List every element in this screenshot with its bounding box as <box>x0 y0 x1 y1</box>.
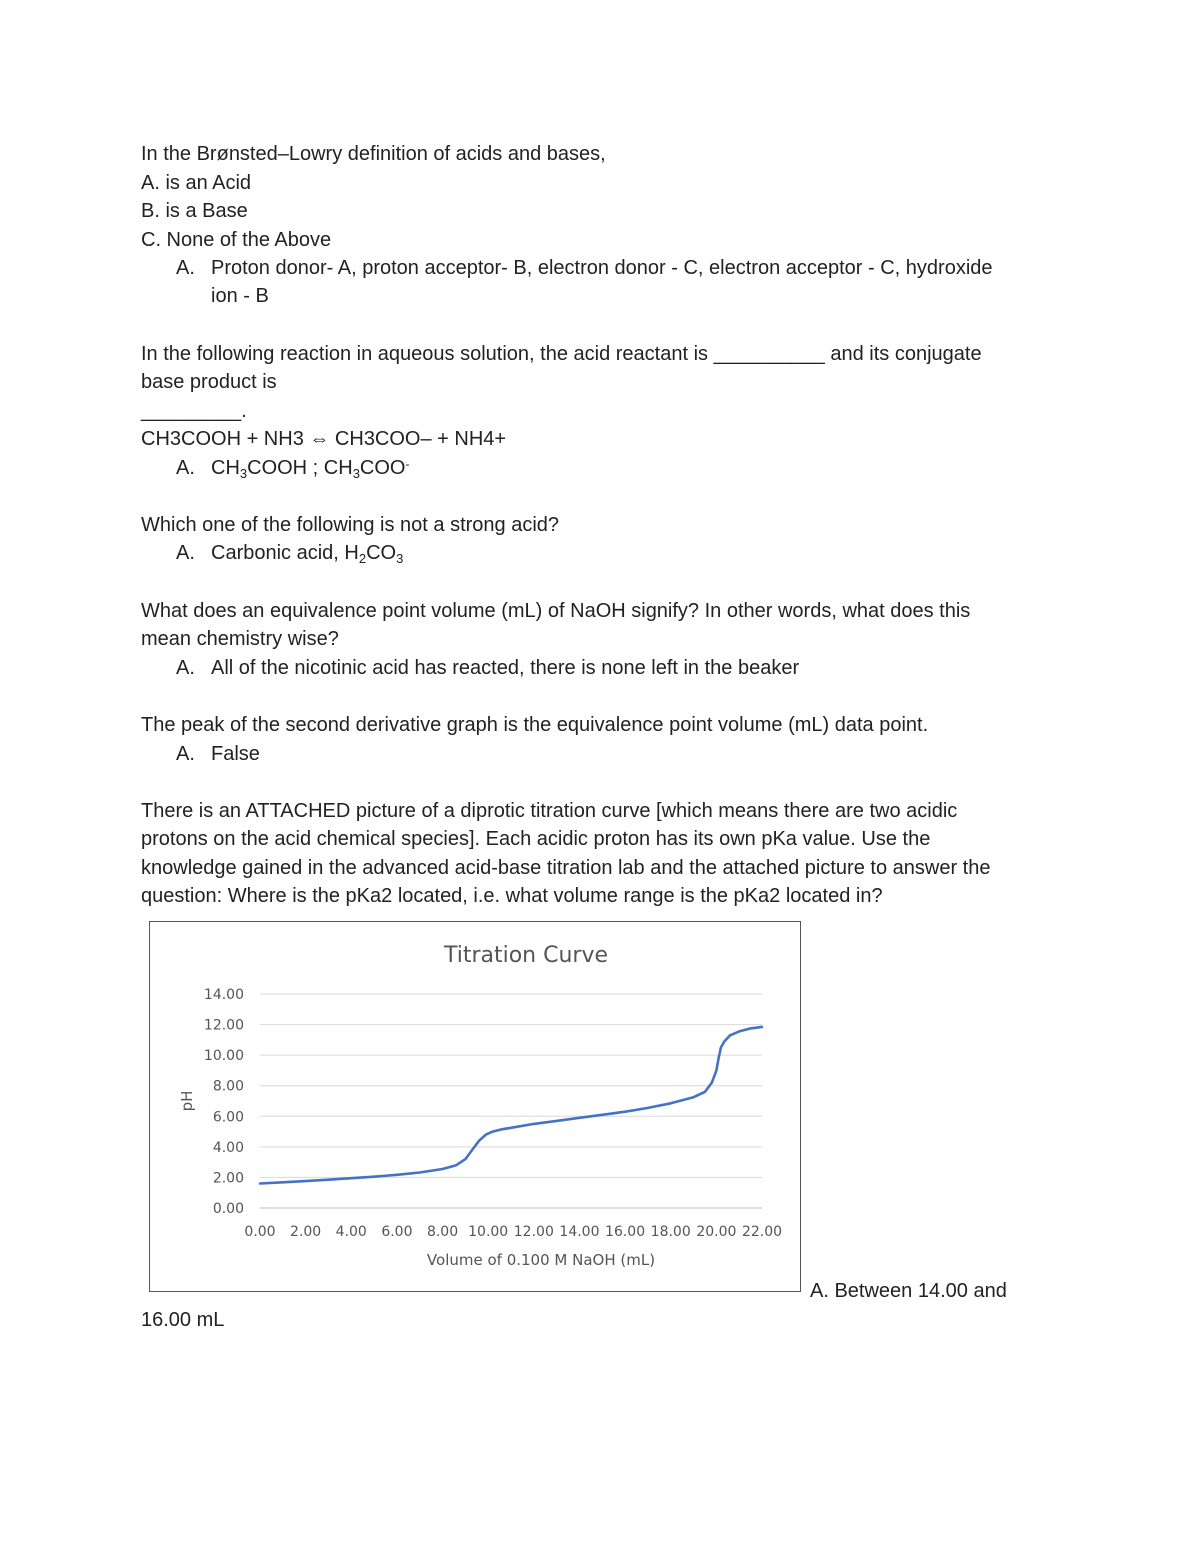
x-axis-label: Volume of 0.100 M NaOH (mL) <box>426 1251 656 1269</box>
answer-2-superscript: - <box>405 457 410 471</box>
answer-6-part-2: 16.00 mL <box>141 1309 225 1331</box>
x-tick-label: 0.00 <box>244 1224 276 1240</box>
y-tick-label: 4.00 <box>212 1139 244 1156</box>
question-2-line-3: _________. <box>141 400 247 422</box>
x-tick-label: 10.00 <box>468 1224 509 1240</box>
y-tick-label: 2.00 <box>212 1170 244 1187</box>
question-4-line-2: mean chemistry wise? <box>141 628 339 650</box>
answer-4-letter: A. <box>176 657 195 679</box>
x-tick-label: 12.00 <box>513 1224 554 1240</box>
question-2-line-1: In the following reaction in aqueous solution, the acid reactant is __________ and its conjugate <box>141 343 982 365</box>
answer-3-subscript: 3 <box>396 551 404 566</box>
y-axis-label: pH <box>178 1090 196 1112</box>
answer-2-part: COOH ; CH <box>247 457 353 479</box>
option-a: A. is an Acid <box>141 172 252 194</box>
question-6-line-2: protons on the acid chemical species]. Each acidic proton has its own pKa value. Use the <box>141 828 931 850</box>
question-4-line-1: What does an equivalence point volume (mL) of NaOH signify? In other words, what does this <box>141 600 971 622</box>
y-tick-label: 10.00 <box>203 1048 244 1065</box>
y-tick-label: 8.00 <box>212 1078 244 1095</box>
question-3-text: Which one of the following is not a strong acid? <box>141 514 560 536</box>
answer-3-subscript: 2 <box>358 551 367 566</box>
x-tick-label: 20.00 <box>696 1224 737 1240</box>
x-tick-label: 4.00 <box>335 1224 367 1240</box>
answer-3-part: Carbonic acid, H <box>211 542 359 564</box>
answer-2-letter: A. <box>176 457 195 479</box>
answer-2-subscript: 3 <box>352 466 360 481</box>
question-6-line-1: There is an ATTACHED picture of a diprotic titration curve [which means there are two acidic <box>141 800 958 822</box>
x-tick-label: 2.00 <box>290 1224 322 1240</box>
answer-1-letter: A. <box>176 257 195 279</box>
answer-5-letter: A. <box>176 743 195 765</box>
answer-2-part: CH <box>211 457 240 479</box>
reaction-equation: CH3COOH + NH3 ⇔ CH3COO– + NH4+ <box>141 428 507 450</box>
question-6-line-3: knowledge gained in the advanced acid-base titration lab and the attached picture to answer the <box>141 857 991 879</box>
question-6-line-4: question: Where is the pKa2 located, i.e. what volume range is the pKa2 located in? <box>141 885 883 907</box>
x-tick-label: 22.00 <box>741 1224 783 1240</box>
answer-2-text <box>211 454 409 482</box>
answer-1-line-1: Proton donor- A, proton acceptor- B, electron donor - C, electron acceptor - C, hydroxide <box>211 257 993 279</box>
y-tick-label: 0.00 <box>212 1201 244 1217</box>
y-tick-label: 6.00 <box>212 1109 244 1126</box>
chart-title: Titration Curve <box>443 943 609 968</box>
answer-3-text <box>211 539 403 567</box>
x-tick-label: 16.00 <box>605 1224 646 1240</box>
answer-1-line-2: ion - B <box>211 285 269 307</box>
answer-6-part-1: A. Between 14.00 and <box>810 1280 1007 1302</box>
option-b: B. is a Base <box>141 200 248 222</box>
question-2-line-2: base product is <box>141 371 277 393</box>
x-tick-label: 14.00 <box>559 1224 600 1240</box>
answer-4-text: All of the nicotinic acid has reacted, there is none left in the beaker <box>211 657 800 679</box>
x-tick-label: 6.00 <box>381 1224 413 1240</box>
x-tick-label: 18.00 <box>650 1224 691 1240</box>
y-tick-label: 14.00 <box>203 987 244 1003</box>
chart-svg <box>150 922 800 1291</box>
question-5-text: The peak of the second derivative graph is the equivalence point volume (mL) data point. <box>141 714 929 736</box>
answer-2-subscript: 3 <box>239 466 248 481</box>
titration-curve-line <box>260 1027 762 1184</box>
question-1-text: In the Brønsted–Lowry definition of acids and bases, <box>141 143 606 165</box>
answer-3-part: CO <box>366 542 397 564</box>
answer-3-letter: A. <box>176 542 195 564</box>
option-c: C. None of the Above <box>141 229 332 251</box>
x-tick-label: 8.00 <box>426 1224 459 1240</box>
answer-2-part: COO <box>359 457 406 479</box>
titration-curve-chart <box>149 921 801 1292</box>
answer-5-text: False <box>211 743 260 765</box>
y-tick-label: 12.00 <box>203 1017 244 1034</box>
